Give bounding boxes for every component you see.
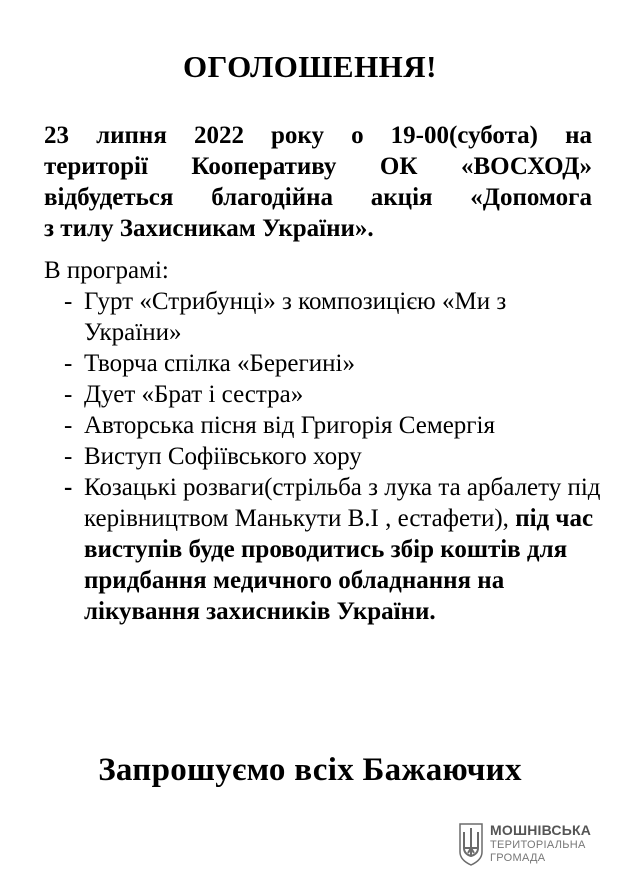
list-dash: - xyxy=(64,412,73,439)
program-item-normal-text: Козацькі розваги(стрільба з лука та арбалету під керівництвом Манькути В.І , естафети), xyxy=(84,474,601,532)
program-item xyxy=(64,410,604,441)
program-label: В програмі: xyxy=(44,257,169,284)
invitation-text: Запрошуємо всіх Бажаючих xyxy=(98,752,522,788)
program-item-line: Виступ Софіївського хору xyxy=(84,443,362,470)
list-dash: - xyxy=(64,443,73,470)
announcement-intro xyxy=(44,120,592,244)
program-item xyxy=(64,379,604,410)
program-item xyxy=(64,286,604,348)
program-item-line: Гурт «Стрибунці» з композицією «Ми з xyxy=(84,288,507,315)
program-item-line: Дует «Брат і сестра» xyxy=(84,381,304,408)
announcement-title: ОГОЛОШЕННЯ! xyxy=(183,49,437,84)
trident-emblem-icon xyxy=(458,822,484,866)
logo-line-3: ГРОМАДА xyxy=(490,852,546,864)
list-dash: - xyxy=(64,474,73,501)
program-item-line: Творча спілка «Берегині» xyxy=(84,350,355,377)
intro-line-2: території Кооперативу ОК «ВОСХОД» xyxy=(44,153,592,180)
program-item xyxy=(64,348,604,379)
intro-line-3: відбудеться благодійна акція «Допомога xyxy=(44,184,592,211)
intro-line-4: з тилу Захисникам України». xyxy=(44,215,374,242)
program-item xyxy=(64,441,604,472)
program-item-line: Авторська пісня від Григорія Семергія xyxy=(84,412,495,439)
list-dash: - xyxy=(64,350,73,377)
program-item xyxy=(64,472,604,627)
list-dash: - xyxy=(64,288,73,315)
logo-line-1: МОШНІВСЬКА xyxy=(490,822,592,838)
logo-line-2: ТЕРИТОРІАЛЬНА xyxy=(490,839,586,851)
program-item-line: України» xyxy=(84,319,182,346)
program-item-text xyxy=(84,472,604,627)
program-item-bold-text: під час виступів буде проводитись збір коштів для придбання медичного обладнання на лікування захисників України. xyxy=(84,505,594,625)
program-list xyxy=(64,286,604,627)
intro-line-1: 23 липня 2022 року о 19-00(субота) на xyxy=(44,122,592,149)
list-dash: - xyxy=(64,381,73,408)
